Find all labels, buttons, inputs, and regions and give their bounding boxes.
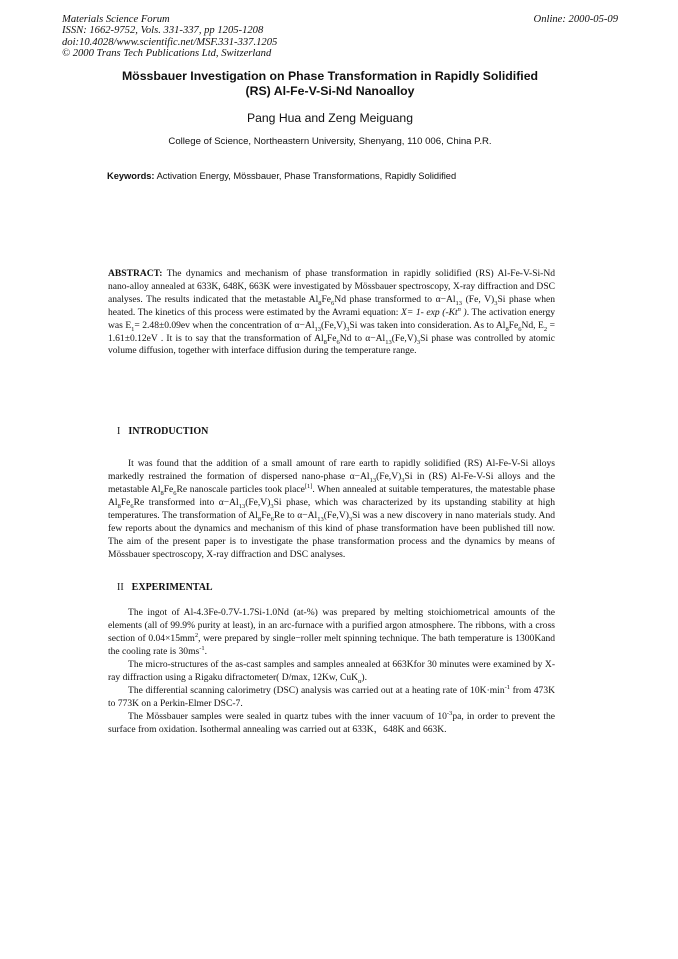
issn-line: ISSN: 1662-9752, Vols. 331-337, pp 1205-1208: [62, 25, 264, 37]
subscript: 6: [331, 299, 335, 307]
copyright-line: © 2000 Trans Tech Publications Ltd, Switzerland: [62, 48, 272, 60]
subscript: 13: [385, 338, 392, 346]
abstract-text: The dynamics and mechanism of phase transformation in rapidly solidified (RS) Al-Fe-V-Si-Nd nano-alloy annealed at 633K, 648K, 663K were investigated by Mössbauer spectroscopy, X-ray diffraction and DSC analyses. The results indicated that the metastable Al: [108, 268, 555, 305]
abstract-text: (Fe, V): [462, 293, 495, 305]
abstract-text: Si phase when heated. The kinetics of this process were estimated by the Avrami equation:: [108, 293, 556, 318]
section-heading-introduction: [117, 426, 208, 437]
abstract-text: Nd, E: [521, 319, 544, 331]
exp-paragraph-3: The differential scanning calorimetry (DSC) analysis was carried out at a heating rate of $10K\cdot\min^{-1}$ from 473K to 773K on a Perkin-Elmer DSC-7.: [108, 683, 556, 709]
keywords-text: Activation Energy, Mössbauer, Phase Transformations, Rapidly Solidified: [156, 171, 457, 181]
authors: Pang Hua and Zeng Meiguang: [246, 111, 413, 125]
subscript: 6: [336, 338, 340, 346]
doi-line[interactable]: doi:10.4028/www.scientific.net/MSF.331-337.1205: [62, 36, 278, 48]
experimental-body: [108, 607, 555, 737]
title-line-2: (RS) Al-Fe-V-Si-Nd Nanoalloy: [245, 84, 415, 98]
exp-paragraph-2: The micro-structures of the as-cast samples and samples annealed at 663Kfor 30 minutes were examined by X-ray diffraction using a Rigaku difractometer( D/max, 12Kw, CuK$_\alpha$).: [108, 658, 555, 685]
journal-name: Materials Science Forum: [62, 14, 170, 25]
abstract-text: Fe: [326, 332, 337, 344]
abstract-text: = 1.61±0.12eV . It is to say that the transformation of Al: [108, 319, 555, 344]
avrami-equation: X= 1- exp (-Kt$^n$ ): [401, 305, 467, 318]
subscript: 13: [455, 299, 463, 307]
intro-paragraph: It was found that the addition of a small amount of rare earth to rapidly solidified (RS) Al-Fe-V-Si alloys markedly restrained the formation of dispersed nano-phase $\alpha-Al_{13}(Fe,V)_3Si$ in (RS) Al-Fe-V-Si alloys and the metastable $Al_8Fe_6Re$ nanoscale particles took place[1]. When annealed at suitable temperatures, the matestable phase $Al_8Fe_6Re$ transformed into $\alpha-Al_{13}(Fe,V)_3Si$ phase, which was characterized by its upstanding stability at high temperatures. The transformation of $Al_8Fe_6Re$ to $\alpha-Al_{13}(Fe,V)_3Si$ was a new discovery in nano materials study. And few reports about the dynamics and mechanism of this kind of phase transformation have been published till now. The aim of the present paper is to investigate the phase transformation process and the dynamics by means of Mössbauer spectroscopy, X-ray diffraction and DSC analyses.: [108, 458, 555, 560]
subscript: 8: [318, 299, 322, 307]
section-number: II: [117, 582, 124, 593]
introduction-body: [108, 458, 555, 562]
affiliation: College of Science, Northeastern University, Shenyang, 110 006, China P.R.: [168, 136, 492, 147]
citation-ref-1[interactable]: [1]: [304, 482, 313, 490]
subscript: 6: [518, 325, 522, 333]
section-title: INTRODUCTION: [128, 426, 209, 437]
abstract-text: . The activation energy was E: [108, 306, 555, 331]
abstract-text: Fe: [321, 293, 332, 305]
abstract-label: ABSTRACT:: [108, 268, 163, 279]
keywords: [107, 171, 557, 181]
keywords-label: Keywords:: [107, 171, 155, 181]
title-line-1: Mössbauer Investigation on Phase Transformation in Rapidly Solidified: [121, 69, 539, 83]
abstract-text: Fe: [508, 319, 519, 331]
abstract-text: (Fe,V): [320, 319, 347, 331]
subscript: 13: [314, 325, 321, 333]
subscript: 3: [416, 338, 421, 346]
page-header: [62, 14, 618, 60]
section-number: I: [117, 426, 121, 437]
abstract-text: Si phase was controlled by atomic volume diffusion, together with interface diffusion during the temperature range.: [108, 332, 555, 357]
abstract-text: Nd to α−Al: [339, 332, 386, 344]
abstract-text: = 2.48±0.09ev when the concentration of α−Al: [134, 319, 315, 331]
subscript: 2: [543, 325, 548, 333]
subscript: 3: [346, 325, 350, 333]
exp-paragraph-4: The Mössbauer samples were sealed in quartz tubes with the inner vacuum of $10^{-3}pa$, in order to prevent the surface from oxidation. Isothermal annealing was carried out at 633K，648K and 663K.: [108, 709, 555, 735]
abstract-text: (Fe,V): [391, 332, 417, 344]
abstract-text: Si was taken into consideration. As to Al: [349, 319, 506, 331]
subscript: 1: [131, 325, 135, 333]
subscript: 3: [494, 299, 498, 307]
section-heading-experimental: [117, 582, 213, 593]
paper-title: [80, 69, 580, 99]
online-date: Online: 2000-05-09: [533, 14, 618, 25]
subscript: 8: [323, 338, 327, 346]
exp-paragraph-1: The ingot of Al-4.3Fe-0.7V-1.7Si-1.0Nd (at-%) was prepared by melting stoichiometrical amounts of the elements (all of 99.9% purity at least), in an arc-furnace with a purified argon atmosphere. The ribbons, with a cross section of $0.04\times 15mm^2$, were prepared by single−roller melt spinning technique. The bath temperature is 1300Kand the cooling rate is $30ms^{-1}$.: [108, 607, 556, 657]
abstract-text: Nd phase transformed to α−Al: [334, 293, 456, 305]
abstract: [108, 268, 555, 358]
subscript: 8: [505, 325, 509, 333]
section-title: EXPERIMENTAL: [131, 582, 213, 593]
